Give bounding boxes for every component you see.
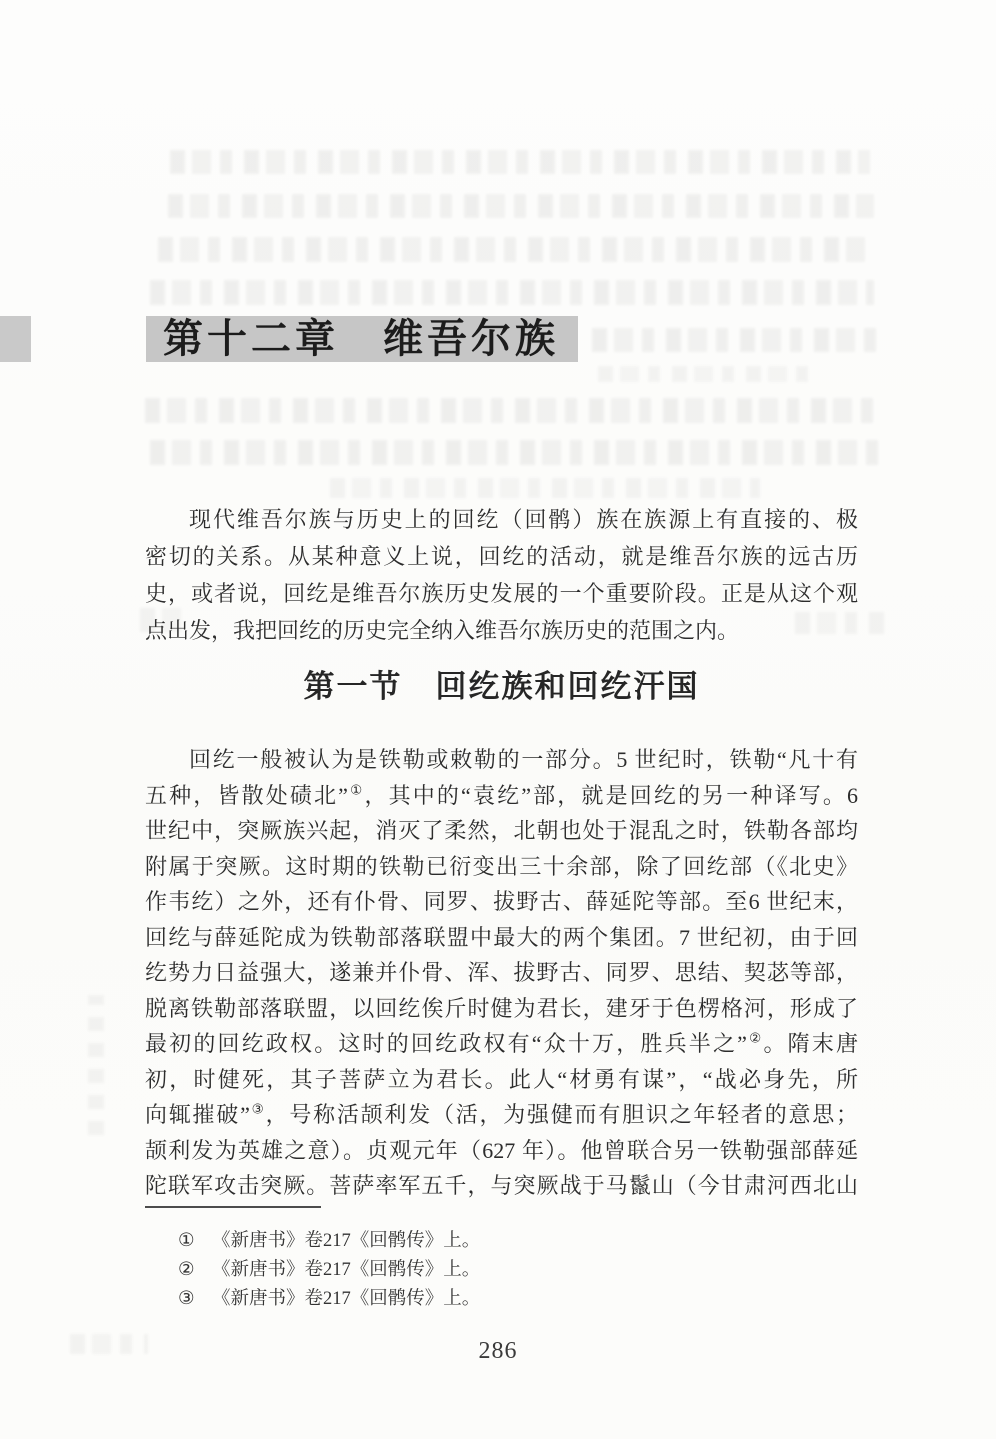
paragraph-line: 作韦纥）之外，还有仆骨、同罗、拔野古、薛延陀等部。至6 世纪末， bbox=[145, 889, 858, 914]
bleedthrough-row bbox=[150, 440, 880, 465]
paragraph-line: 最初的回纥政权。这时的回纥政权有“众十万，胜兵半之”②。隋末唐 bbox=[145, 1030, 858, 1056]
footnote-text: 《新唐书》卷217《回鹘传》上。 bbox=[212, 1231, 481, 1251]
paragraph-line: 密切的关系。从某种意义上说，回纥的活动，就是维吾尔族的远古历 bbox=[145, 544, 858, 569]
chapter-title-band bbox=[146, 316, 578, 362]
paragraph-line: 附属于突厥。这时期的铁勒已衍变出三十余部，除了回纥部（《北史》 bbox=[145, 853, 858, 879]
footnote-item bbox=[178, 1227, 798, 1256]
bleedthrough-row bbox=[598, 366, 808, 382]
footnote-divider bbox=[145, 1206, 321, 1208]
body-paragraph bbox=[145, 742, 858, 1204]
paragraph-line: 世纪中，突厥族兴起，消灭了柔然，北朝也处于混乱之时，铁勒各部均 bbox=[145, 818, 858, 843]
bleedthrough-row bbox=[330, 478, 760, 498]
bleedthrough-mark bbox=[88, 995, 104, 1135]
footnote-text: 《新唐书》卷217《回鹘传》上。 bbox=[212, 1288, 481, 1309]
chapter-title: 第十二章 维吾尔族 bbox=[163, 316, 559, 361]
bleedthrough-row bbox=[158, 237, 874, 262]
paragraph-line: 现代维吾尔族与历史上的回纥（回鹘）族在族源上有直接的、极 bbox=[189, 507, 858, 532]
footnote-marker: ① bbox=[178, 1231, 195, 1251]
bleedthrough-row bbox=[150, 280, 874, 305]
paragraph-line: 五种，皆散处碛北”①，其中的“袁纥”部，就是回纥的另一种译写。6 bbox=[145, 782, 858, 808]
bleedthrough-row bbox=[170, 150, 870, 174]
footnote-item bbox=[178, 1285, 798, 1314]
paragraph-line: 纥势力日益强大，遂兼并仆骨、浑、拔野古、同罗、思结、契苾等部， bbox=[145, 960, 858, 985]
intro-paragraph bbox=[145, 501, 858, 649]
footnote-text: 《新唐书》卷217《回鹘传》上。 bbox=[212, 1259, 481, 1280]
footnote-marker: ② bbox=[178, 1259, 195, 1280]
paragraph-line: 初，时健死，其子菩萨立为君长。此人“材勇有谋”，“战必身先，所 bbox=[145, 1066, 858, 1092]
paragraph-line: 颉利发为英雄之意）。贞观元年（627 年）。他曾联合另一铁勒强部薛延 bbox=[145, 1137, 858, 1163]
paragraph-line: 向辄摧破”③，号称活颉利发（活，为强健而有胆识之年轻者的意思； bbox=[145, 1101, 858, 1127]
footnote-marker: ③ bbox=[178, 1288, 195, 1309]
paragraph-line: 点出发，我把回纥的历史完全纳入维吾尔族历史的范围之内。 bbox=[145, 618, 740, 643]
paragraph-line: 回纥一般被认为是铁勒或敕勒的一部分。5 世纪时，铁勒“凡十有 bbox=[189, 747, 858, 772]
bleedthrough-row bbox=[592, 328, 880, 352]
paragraph-line: 回纥与薛延陀成为铁勒部落联盟中最大的两个集团。7 世纪初，由于回 bbox=[145, 924, 858, 950]
page-number: 286 bbox=[478, 1338, 518, 1364]
section-title: 第一节 回纥族和回纥汗国 bbox=[303, 669, 700, 704]
paragraph-line: 脱离铁勒部落联盟，以回纥俟斤时健为君长，建牙于色楞格河，形成了 bbox=[145, 995, 858, 1021]
bleedthrough-row bbox=[145, 398, 883, 423]
paragraph-line: 史，或者说，回纥是维吾尔族历史发展的一个重要阶段。正是从这个观 bbox=[145, 581, 858, 606]
bleedthrough-row bbox=[168, 194, 874, 218]
footnote-item bbox=[178, 1256, 798, 1285]
paragraph-line: 陀联军攻击突厥。菩萨率军五千，与突厥战于马鬣山（今甘肃河西北山 bbox=[145, 1173, 858, 1198]
footnotes bbox=[178, 1227, 798, 1313]
chapter-band-left-fragment bbox=[0, 316, 31, 362]
